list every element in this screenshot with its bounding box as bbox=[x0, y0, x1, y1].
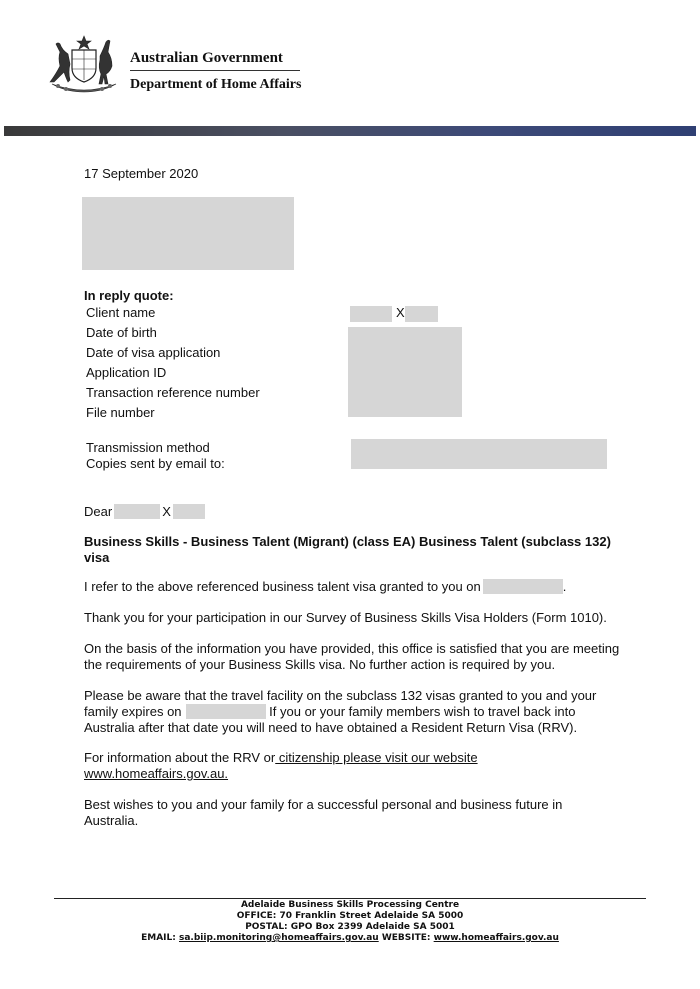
field-transmission-method: Transmission method bbox=[86, 440, 210, 455]
paragraph-3: On the basis of the information you have provided, this office is satisfied that you are meeting the requirements of your Business Skills visa. No further action is required by you. bbox=[84, 641, 620, 672]
reply-quote-heading: In reply quote: bbox=[84, 288, 174, 303]
government-name: Australian Government bbox=[130, 50, 283, 66]
footer-website-link[interactable]: www.homeaffairs.gov.au bbox=[433, 933, 559, 943]
paragraph-2: Thank you for your participation in our Survey of Business Skills Visa Holders (Form 1010). bbox=[84, 610, 607, 625]
website-link[interactable]: citizenship please visit our website www.homeaffairs.gov.au. bbox=[84, 750, 478, 781]
redacted-client-surname bbox=[405, 306, 438, 322]
field-client-name: Client name bbox=[86, 305, 156, 320]
redacted-transmission-details bbox=[351, 439, 607, 469]
paragraph-4-end: If you or your family members wish to travel back into Australia after that date you will need to have obtained a Resident Return Visa (RRV). bbox=[84, 704, 578, 735]
paragraph-1-end: . bbox=[562, 579, 567, 594]
field-date-of-visa-application: Date of visa application bbox=[86, 345, 221, 360]
footer-email-link[interactable]: sa.biip.monitoring@homeaffairs.gov.au bbox=[179, 933, 379, 943]
paragraph-6: Best wishes to you and your family for a successful personal and business future in Australia. bbox=[84, 797, 563, 828]
paragraph-1 bbox=[84, 579, 624, 595]
letter-subject: Business Skills - Business Talent (Migrant) (class EA) Business Talent (subclass 132) visa bbox=[84, 534, 611, 565]
paragraph-4-text: Please be aware that the travel facility on the subclass 132 visas granted to you and your family expires on bbox=[84, 688, 597, 719]
header-band bbox=[4, 126, 696, 136]
field-copies-sent: Copies sent by email to: bbox=[86, 456, 225, 471]
redacted-expiry-date bbox=[186, 704, 266, 719]
footer-contact bbox=[54, 933, 646, 944]
paragraph-1-text: I refer to the above referenced business talent visa granted to you on bbox=[84, 579, 481, 594]
letter-date: 17 September 2020 bbox=[84, 166, 199, 181]
header-divider bbox=[130, 70, 300, 71]
client-initial: X bbox=[396, 305, 405, 320]
paragraph-4 bbox=[84, 688, 624, 736]
footer-postal-address: POSTAL: GPO Box 2399 Adelaide SA 5001 bbox=[245, 922, 455, 932]
redacted-salutation-surname bbox=[173, 504, 205, 519]
footer-email-label: EMAIL: bbox=[141, 933, 176, 943]
footer-centre-name: Adelaide Business Skills Processing Centre bbox=[240, 900, 460, 910]
paragraph-5 bbox=[84, 750, 484, 782]
field-date-of-birth: Date of birth bbox=[86, 325, 157, 340]
salutation bbox=[84, 504, 205, 520]
redacted-client-given-name bbox=[350, 306, 392, 322]
footer-divider bbox=[54, 898, 646, 899]
department-name: Department of Home Affairs bbox=[130, 77, 302, 92]
redacted-field-values bbox=[348, 327, 462, 417]
redacted-address bbox=[82, 197, 294, 270]
salutation-word: Dear bbox=[84, 504, 113, 519]
field-transaction-reference: Transaction reference number bbox=[86, 385, 260, 400]
footer-website-label: WEBSITE: bbox=[381, 933, 431, 943]
field-application-id: Application ID bbox=[86, 365, 167, 380]
field-file-number: File number bbox=[86, 405, 155, 420]
salutation-initial: X bbox=[162, 504, 171, 519]
redacted-salutation-name bbox=[114, 504, 160, 519]
paragraph-5-text: For information about the RRV or bbox=[84, 750, 276, 765]
redacted-grant-date bbox=[483, 579, 563, 594]
coat-of-arms-icon bbox=[42, 34, 126, 96]
footer-office-address: OFFICE: 70 Franklin Street Adelaide SA 5000 bbox=[236, 911, 464, 921]
